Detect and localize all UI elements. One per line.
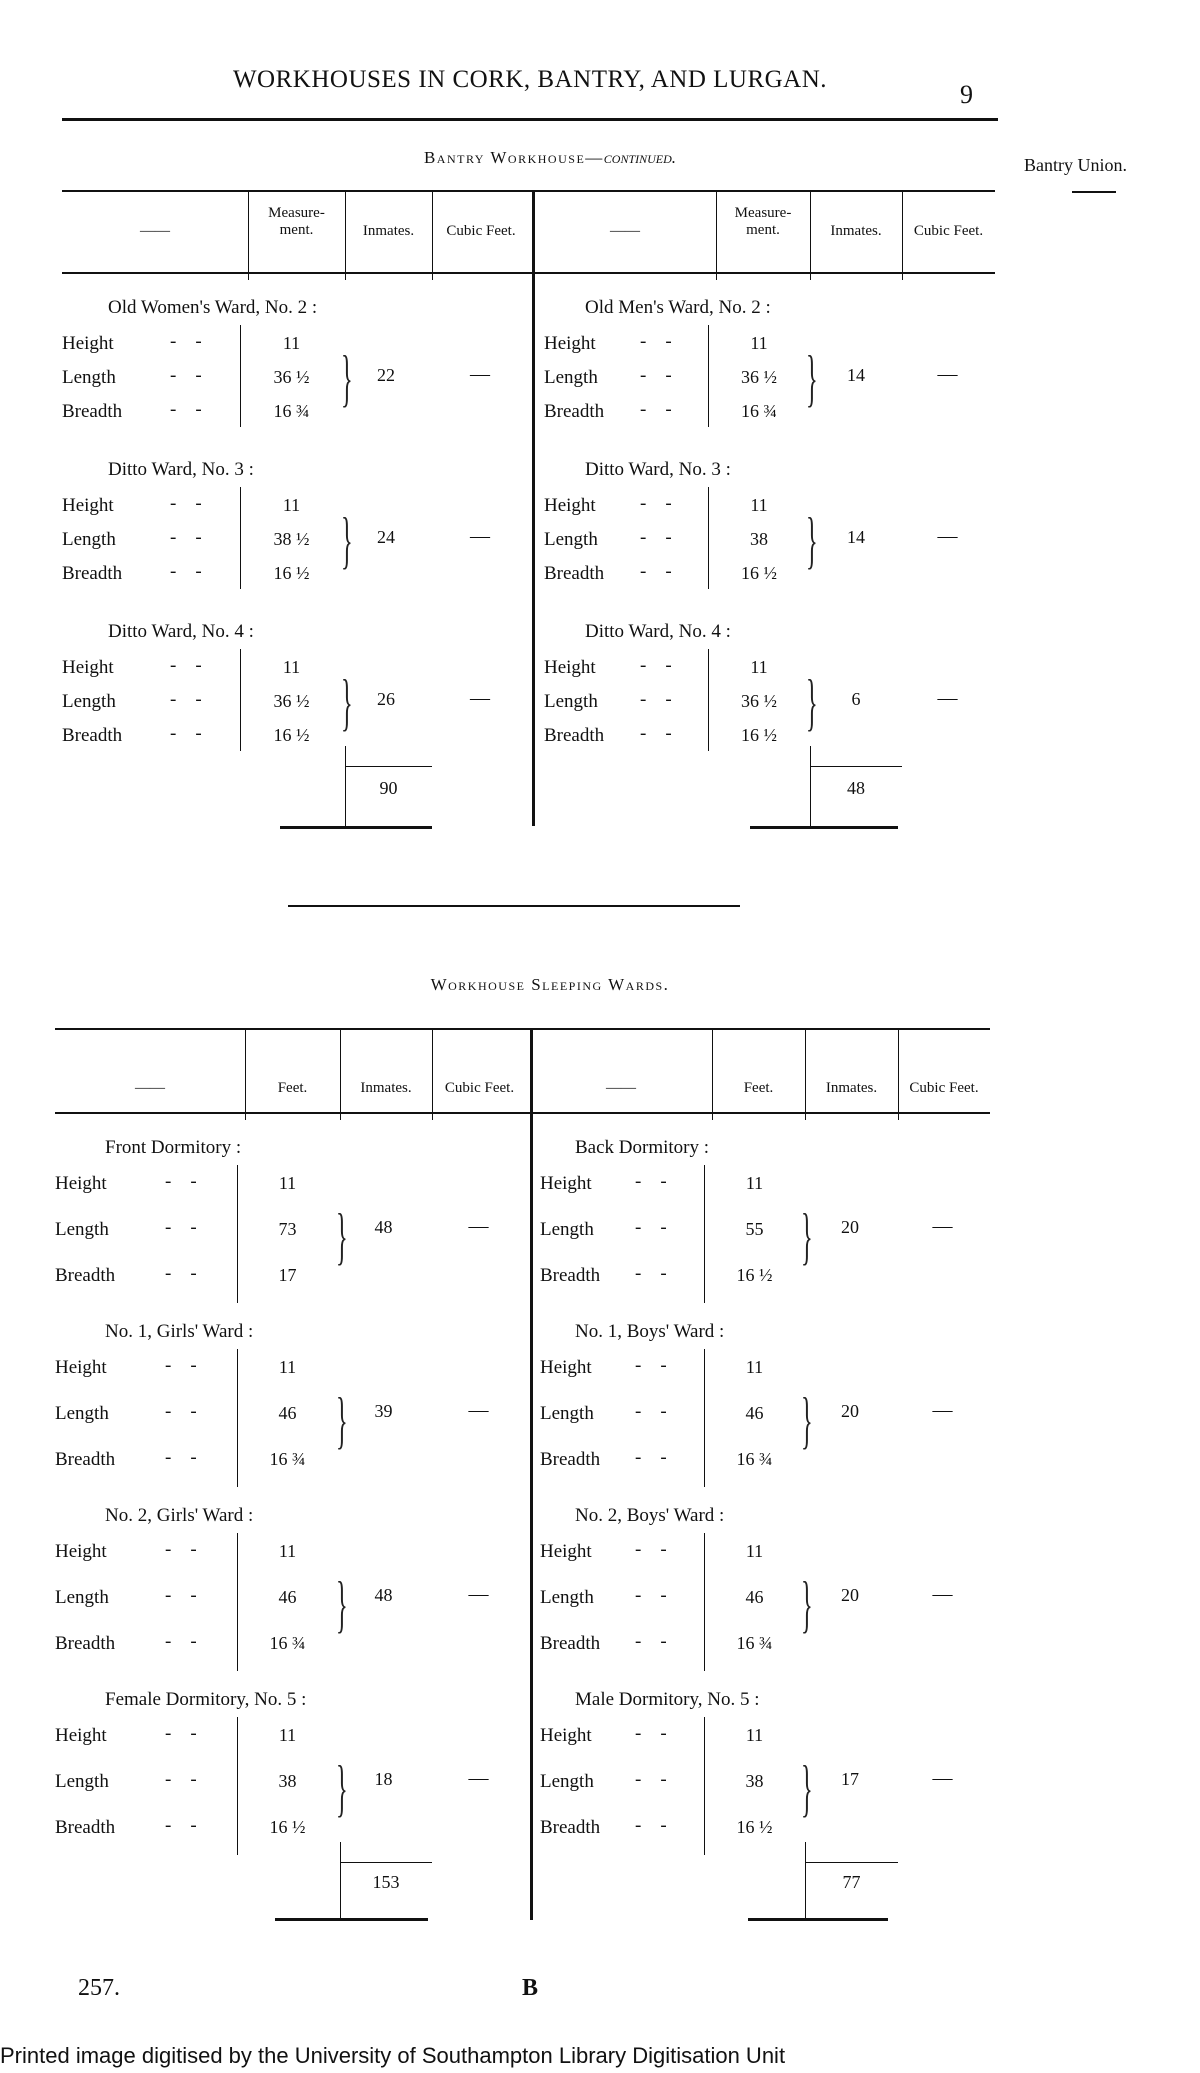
table1-left-section-title: Ditto Ward, No. 4 : <box>108 621 254 642</box>
table2-left-length-value: 38 <box>278 1771 297 1791</box>
table1-left-section-col-rule <box>240 649 241 751</box>
table2-right-cubic-value: — <box>932 1583 953 1605</box>
table1-right-row-dashes: - - <box>640 365 672 386</box>
table2-right-inmates-col-rule <box>805 1842 806 1918</box>
table1-left-row-label: Breadth <box>62 401 123 422</box>
table2-left-row-label: Breadth <box>55 1449 116 1470</box>
table1-caption <box>300 148 800 168</box>
table1-right-cubic-value: — <box>937 525 958 547</box>
table1-right-cubic-value: — <box>937 687 958 709</box>
table2-right-height-value: 11 <box>745 1357 764 1377</box>
table1-center-divider <box>532 190 535 826</box>
table2-left-breadth-value: 16 ¾ <box>269 1633 306 1653</box>
table1-left-row-label: Length <box>62 529 116 550</box>
table2-right-row-dashes: - - <box>635 1631 667 1652</box>
table2-right-section-col-rule <box>704 1533 705 1671</box>
table1-right-row-label: Length <box>544 367 598 388</box>
table1-left-section-col-rule <box>240 325 241 427</box>
table1-caption-italic: continued. <box>603 148 677 167</box>
table2-left-row-dashes: - - <box>165 1723 197 1744</box>
table2-right-row-label: Length <box>540 1403 594 1424</box>
table2-left-row-label: Height <box>55 1357 107 1378</box>
table2-left-section-col-rule <box>237 1349 238 1487</box>
table2-right-section-col-rule <box>704 1165 705 1303</box>
table1-left-section-title: Ditto Ward, No. 3 : <box>108 459 254 480</box>
table2-left-row-dashes: - - <box>165 1815 197 1836</box>
table2-right-header-col-rule <box>805 1028 806 1120</box>
table1-left-header-cubic-feet: Cubic Feet. <box>446 223 516 239</box>
table1-right-row-dashes: - - <box>640 723 672 744</box>
table2-right-row-label: Breadth <box>540 1817 601 1838</box>
table2-left-row-label: Length <box>55 1219 109 1240</box>
table2-caption: Workhouse Sleeping Wards. <box>430 975 670 994</box>
table1-right-brace: } <box>806 342 818 413</box>
table2-right-row-dashes: - - <box>635 1769 667 1790</box>
table2-right-row-dashes: - - <box>635 1263 667 1284</box>
table2-left-section-title: No. 1, Girls' Ward : <box>105 1321 254 1342</box>
table2-left-row-label: Height <box>55 1725 107 1746</box>
table2-left-row-dashes: - - <box>165 1355 197 1376</box>
signature-mark: B <box>522 1975 539 2001</box>
table1-left-brace: } <box>341 342 353 413</box>
table2-right-brace: } <box>801 1752 813 1823</box>
table2-left-header-measurement: Feet. <box>277 1080 308 1096</box>
table2-left-length-value: 73 <box>278 1219 297 1239</box>
table1-right-row-label: Breadth <box>544 563 605 584</box>
table2-right-row-dashes: - - <box>635 1585 667 1606</box>
table1-left-bottom-rule <box>280 826 432 829</box>
table1-left-section-col-rule <box>240 487 241 589</box>
table1-right-height-value: 11 <box>750 657 768 677</box>
table2-left-height-value: 11 <box>278 1725 297 1745</box>
table2-head-rule <box>55 1112 990 1114</box>
table1-left-row-label: Breadth <box>62 563 123 584</box>
table2-left-section-title: No. 2, Girls' Ward : <box>105 1505 254 1526</box>
table1-left-section-title: Old Women's Ward, No. 2 : <box>108 297 318 318</box>
table2-right-length-value: 38 <box>745 1771 764 1791</box>
table2-right-row-dashes: - - <box>635 1355 667 1376</box>
table2-right-cubic-value: — <box>932 1215 953 1237</box>
table2-right-inmates-value: 17 <box>841 1769 859 1789</box>
table2-right-bottom-rule <box>748 1918 888 1921</box>
table2-right-row-label: Height <box>540 1173 592 1194</box>
table2-right-row-label: Length <box>540 1771 594 1792</box>
table1-caption-text: Bantry Workhouse— <box>423 148 604 167</box>
table1-right-breadth-value: 16 ½ <box>741 725 777 745</box>
table2-left-header-col-rule <box>340 1028 341 1120</box>
table2-right-breadth-value: 16 ¾ <box>736 1633 773 1653</box>
table2-right-row-dashes: - - <box>635 1723 667 1744</box>
table2-center-divider <box>530 1028 533 1920</box>
table2-left-row-label: Breadth <box>55 1817 116 1838</box>
table2-left-header-col-rule <box>432 1028 433 1120</box>
table1-right-breadth-value: 16 ¾ <box>741 401 777 421</box>
table2-right-row-label: Height <box>540 1541 592 1562</box>
table2-right-row-dashes: - - <box>635 1401 667 1422</box>
table2-left-brace: } <box>336 1752 348 1823</box>
table2-right-brace: } <box>801 1568 813 1639</box>
table1-right-breadth-value: 16 ½ <box>741 563 777 583</box>
table2-left-header-inmates: Inmates. <box>360 1080 412 1096</box>
table1-left-inmates-col-rule <box>345 746 346 826</box>
table1-right-inmates-value: 14 <box>847 365 865 385</box>
table1-left-row-dashes: - - <box>170 561 202 582</box>
digitised-note: Printed image digitised by the University of Southampton Library Digitisation Unit <box>0 2043 786 2068</box>
running-head-rule <box>62 118 998 121</box>
table1-left-cubic-value: — <box>470 363 490 385</box>
table2-right-row-label: Length <box>540 1587 594 1608</box>
table1-right-row-label: Length <box>544 529 598 550</box>
table2-right-header-measurement: Feet. <box>743 1080 774 1096</box>
table1-right-row-dashes: - - <box>640 655 672 676</box>
table2-right-row-dashes: - - <box>635 1815 667 1836</box>
sheet-number: 257. <box>78 1975 120 2001</box>
table2-left-total-value: 153 <box>372 1872 400 1892</box>
table2-left-row-dashes: - - <box>165 1217 197 1238</box>
table2-left-row-dashes: - - <box>165 1539 197 1560</box>
table2-left-cubic-value: — <box>468 1215 489 1237</box>
table2-left-height-value: 11 <box>278 1173 297 1193</box>
table2-left-row-label: Length <box>55 1771 109 1792</box>
table1-right-row-dashes: - - <box>640 493 672 514</box>
table2-right-total-value: 77 <box>842 1872 861 1892</box>
table1-left-row-dashes: - - <box>170 723 202 744</box>
table2-left-row-dashes: - - <box>165 1447 197 1468</box>
table2-right-breadth-value: 16 ½ <box>736 1265 773 1285</box>
table2-top-rule <box>55 1028 990 1030</box>
table1-left-row-label: Length <box>62 367 116 388</box>
table2-left-header-blank: —— <box>135 1080 165 1096</box>
table1-right-section-col-rule <box>708 325 709 427</box>
page-number: 9 <box>960 80 973 109</box>
table2-left-row-label: Height <box>55 1541 107 1562</box>
table2-right-row-label: Breadth <box>540 1633 601 1654</box>
table2-right-breadth-value: 16 ¾ <box>736 1449 773 1469</box>
table1-right-header-col-rule <box>810 190 811 280</box>
table2-right-row-label: Breadth <box>540 1265 601 1286</box>
table1-left-header-col-rule <box>345 190 346 280</box>
table2-left-row-dashes: - - <box>165 1401 197 1422</box>
table2-left-section-col-rule <box>237 1165 238 1303</box>
table2-right-section-title: No. 2, Boys' Ward : <box>575 1505 725 1526</box>
table1-left-header-blank: —— <box>140 223 170 239</box>
table2-left-section-title: Front Dormitory : <box>105 1137 242 1158</box>
table2-left-brace: } <box>336 1384 348 1455</box>
table2-left-inmates-col-rule <box>340 1842 341 1918</box>
table2-right-header-inmates: Inmates. <box>825 1080 878 1096</box>
table2-right-section-title: Back Dormitory : <box>575 1137 710 1158</box>
table2-left-row-dashes: - - <box>165 1631 197 1652</box>
table2-right-height-value: 11 <box>745 1725 764 1745</box>
table2-left-inmates-value: 18 <box>374 1769 393 1789</box>
table2-left-bottom-rule <box>275 1918 428 1921</box>
table1-right-row-dashes: - - <box>640 527 672 548</box>
table2-right-header-blank: —— <box>606 1080 636 1096</box>
table1-right-header-inmates: Inmates. <box>830 223 882 239</box>
table2-left-height-value: 11 <box>278 1541 297 1561</box>
table2-left-header-col-rule <box>245 1028 246 1120</box>
table2-left-row-label: Breadth <box>55 1633 116 1654</box>
table1-left-header-inmates: Inmates. <box>362 223 415 239</box>
table1-left-row-dashes: - - <box>170 527 202 548</box>
table2-left-row-label: Breadth <box>55 1265 116 1286</box>
table2-right-inmates-value: 20 <box>841 1401 859 1421</box>
table2-right-breadth-value: 16 ½ <box>736 1817 773 1837</box>
table2-right-height-value: 11 <box>745 1173 764 1193</box>
table2-left-breadth-value: 17 <box>278 1265 297 1285</box>
table2-right-header-col-rule <box>712 1028 713 1120</box>
table1-right-row-label: Height <box>544 333 596 354</box>
table2-right-section-col-rule <box>704 1349 705 1487</box>
table1-left-header-measurement: Measure-ment. <box>268 205 325 238</box>
table1-left-height-value: 11 <box>282 495 301 515</box>
table1-left-breadth-value: 16 ½ <box>273 563 310 583</box>
table2-right-header-cubic-feet: Cubic Feet. <box>909 1080 979 1096</box>
table1-right-height-value: 11 <box>750 495 768 515</box>
table1-right-height-value: 11 <box>750 333 768 353</box>
table1-left-row-label: Height <box>62 333 114 354</box>
section-separator <box>288 905 740 907</box>
table2-left-inmates-value: 48 <box>374 1217 393 1237</box>
table1-right-row-dashes: - - <box>640 561 672 582</box>
table2-right-inmates-value: 20 <box>841 1217 859 1237</box>
table1-left-header-col-rule <box>432 190 433 280</box>
table1-left-row-label: Breadth <box>62 725 123 746</box>
table1-right-row-label: Height <box>544 657 596 678</box>
table1-left-row-dashes: - - <box>170 399 202 420</box>
table1-right-inmates-col-rule <box>810 746 811 826</box>
table1-left-length-value: 36 ½ <box>273 367 310 387</box>
margin-note-rule <box>1072 191 1116 193</box>
table1-left-breadth-value: 16 ½ <box>273 725 310 745</box>
table1-right-total-value: 48 <box>847 778 865 798</box>
table1-top-rule <box>62 190 995 192</box>
table1-right-header-col-rule <box>716 190 717 280</box>
table2-right-brace: } <box>801 1200 813 1271</box>
table2-right-cubic-value: — <box>932 1767 953 1789</box>
table1-left-cubic-value: — <box>470 687 490 709</box>
table1-left-row-dashes: - - <box>170 331 202 352</box>
table1-left-length-value: 36 ½ <box>273 691 310 711</box>
table2-left-row-dashes: - - <box>165 1263 197 1284</box>
table2-left-inmates-value: 39 <box>374 1401 393 1421</box>
table1-head-rule <box>62 272 995 274</box>
table2-left-section-title: Female Dormitory, No. 5 : <box>105 1689 307 1710</box>
table2-right-length-value: 46 <box>745 1403 764 1423</box>
table2-left-height-value: 11 <box>278 1357 297 1377</box>
table1-right-brace: } <box>806 666 818 737</box>
table2-right-length-value: 46 <box>745 1587 764 1607</box>
table1-right-section-title: Ditto Ward, No. 3 : <box>585 459 731 480</box>
table2-right-section-title: No. 1, Boys' Ward : <box>575 1321 725 1342</box>
table2-left-breadth-value: 16 ½ <box>269 1817 306 1837</box>
table1-left-row-dashes: - - <box>170 365 202 386</box>
table1-right-total-line <box>810 766 902 767</box>
table1-right-header-cubic-feet: Cubic Feet. <box>913 223 984 239</box>
table1-left-inmates-value: 26 <box>377 689 395 709</box>
table1-right-inmates-value: 14 <box>847 527 865 547</box>
table2-left-row-dashes: - - <box>165 1585 197 1606</box>
table2-left-cubic-value: — <box>468 1583 489 1605</box>
table2-right-height-value: 11 <box>745 1541 764 1561</box>
table1-left-row-dashes: - - <box>170 689 202 710</box>
table2-right-row-dashes: - - <box>635 1217 667 1238</box>
table2-right-total-line <box>805 1862 898 1863</box>
table2-left-length-value: 46 <box>278 1403 297 1423</box>
table1-left-row-label: Length <box>62 691 116 712</box>
table2-left-cubic-value: — <box>468 1399 489 1421</box>
table1-right-section-col-rule <box>708 649 709 751</box>
table1-left-inmates-value: 22 <box>377 365 395 385</box>
table2-right-inmates-value: 20 <box>841 1585 859 1605</box>
table1-left-total-value: 90 <box>379 778 398 798</box>
table1-right-section-title: Old Men's Ward, No. 2 : <box>585 297 771 318</box>
table2-left-row-dashes: - - <box>165 1769 197 1790</box>
table1-left-inmates-value: 24 <box>377 527 395 547</box>
table2-left-section-col-rule <box>237 1533 238 1671</box>
table1-left-cubic-value: — <box>470 525 490 547</box>
table2-right-row-dashes: - - <box>635 1171 667 1192</box>
table2-right-length-value: 55 <box>745 1219 764 1239</box>
running-head: WORKHOUSES IN CORK, BANTRY, AND LURGAN. <box>232 66 828 93</box>
table1-right-header-blank: —— <box>610 223 640 239</box>
table1-left-row-label: Height <box>62 495 114 516</box>
table1-right-length-value: 38 <box>750 529 768 549</box>
table2-left-row-label: Length <box>55 1403 109 1424</box>
table1-right-row-dashes: - - <box>640 399 672 420</box>
table1-right-header-col-rule <box>902 190 903 280</box>
table2-right-header-col-rule <box>898 1028 899 1120</box>
table2-right-brace: } <box>801 1384 813 1455</box>
table1-left-row-label: Height <box>62 657 114 678</box>
table2-left-brace: } <box>336 1200 348 1271</box>
table2-left-cubic-value: — <box>468 1767 489 1789</box>
table1-right-row-label: Breadth <box>544 401 605 422</box>
table1-left-height-value: 11 <box>282 333 301 353</box>
table2-right-row-label: Breadth <box>540 1449 601 1470</box>
table2-right-row-label: Height <box>540 1725 592 1746</box>
table1-left-row-dashes: - - <box>170 655 202 676</box>
table1-right-header-measurement: Measure-ment. <box>734 205 792 238</box>
table2-right-section-col-rule <box>704 1717 705 1855</box>
table2-left-row-dashes: - - <box>165 1171 197 1192</box>
table1-left-breadth-value: 16 ¾ <box>273 401 310 421</box>
table2-right-row-label: Length <box>540 1219 594 1240</box>
table1-right-row-label: Length <box>544 691 598 712</box>
table2-left-inmates-value: 48 <box>374 1585 393 1605</box>
table2-left-length-value: 46 <box>278 1587 297 1607</box>
table2-right-row-dashes: - - <box>635 1539 667 1560</box>
table1-left-header-col-rule <box>248 190 249 280</box>
table1-left-height-value: 11 <box>282 657 301 677</box>
table1-right-inmates-value: 6 <box>851 689 861 709</box>
margin-note: Bantry Union. <box>1024 155 1127 175</box>
table1-left-brace: } <box>341 504 353 575</box>
table1-left-row-dashes: - - <box>170 493 202 514</box>
table1-right-bottom-rule <box>750 826 898 829</box>
table1-right-section-col-rule <box>708 487 709 589</box>
table2-right-row-label: Height <box>540 1357 592 1378</box>
table2-right-cubic-value: — <box>932 1399 953 1421</box>
table2-left-row-label: Height <box>55 1173 107 1194</box>
table1-right-row-label: Height <box>544 495 596 516</box>
table2-left-header-cubic-feet: Cubic Feet. <box>444 1080 515 1096</box>
table1-right-row-dashes: - - <box>640 689 672 710</box>
table1-right-brace: } <box>806 504 818 575</box>
table2-left-total-line <box>340 1862 432 1863</box>
table2-right-row-dashes: - - <box>635 1447 667 1468</box>
table2-left-brace: } <box>336 1568 348 1639</box>
table1-left-length-value: 38 ½ <box>273 529 310 549</box>
table2-left-row-label: Length <box>55 1587 109 1608</box>
table1-right-row-dashes: - - <box>640 331 672 352</box>
table1-right-section-title: Ditto Ward, No. 4 : <box>585 621 731 642</box>
table1-left-total-line <box>345 766 432 767</box>
table1-right-length-value: 36 ½ <box>741 367 777 387</box>
table2-right-section-title: Male Dormitory, No. 5 : <box>575 1689 760 1710</box>
table1-left-brace: } <box>341 666 353 737</box>
table2-left-breadth-value: 16 ¾ <box>269 1449 306 1469</box>
table1-right-row-label: Breadth <box>544 725 605 746</box>
table1-right-length-value: 36 ½ <box>741 691 777 711</box>
table1-right-cubic-value: — <box>937 363 958 385</box>
table2-left-section-col-rule <box>237 1717 238 1855</box>
